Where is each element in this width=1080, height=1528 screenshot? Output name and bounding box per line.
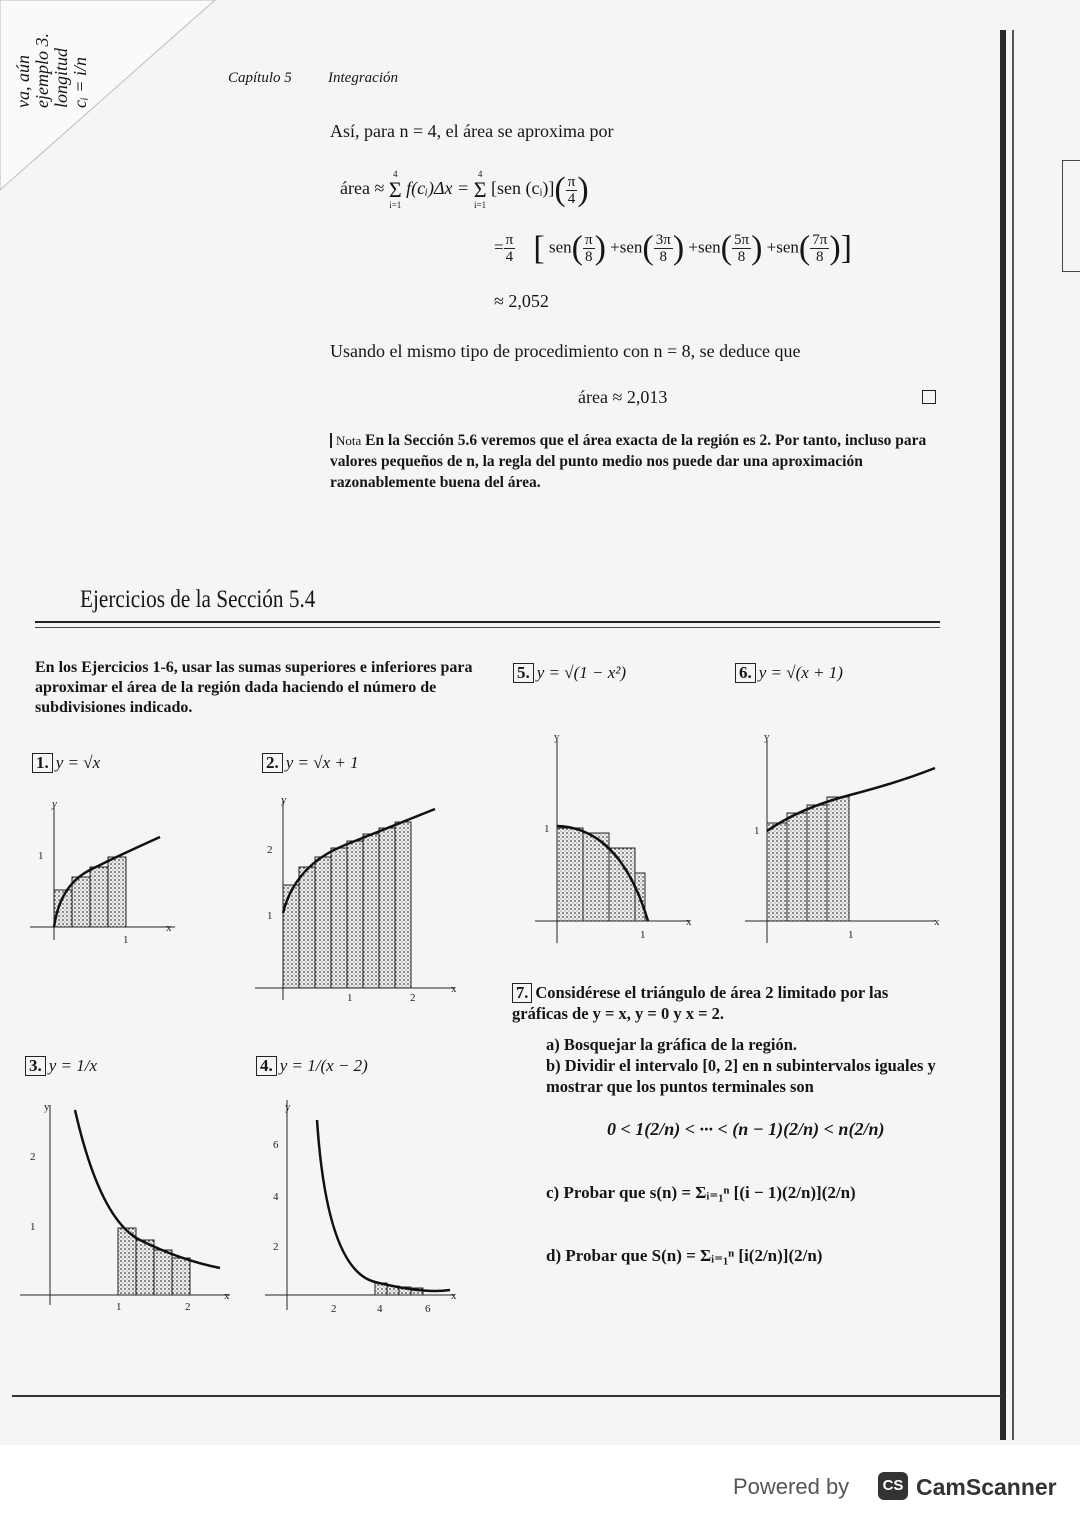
graph-label: y — [281, 795, 287, 806]
graph-label: 2 — [185, 1301, 191, 1310]
exercise-1-label: 1. y = √x — [32, 752, 100, 774]
graph-label: 2 — [267, 844, 273, 856]
chapter-title: Integración — [328, 70, 398, 86]
exercise-4-label: 4. y = 1/(x − 2) — [256, 1055, 368, 1077]
graph-label: 4 — [377, 1303, 383, 1315]
result-n8: área ≈ 2,013 — [578, 387, 668, 407]
graph-label: 1 — [754, 825, 760, 837]
graph-label: x — [934, 916, 940, 928]
exercise-3-label: 3. y = 1/x — [25, 1055, 97, 1077]
graph-label: x — [451, 983, 457, 995]
graph-label: x — [451, 1290, 457, 1302]
graph-label: 1 — [347, 992, 353, 1004]
graph-label: 1 — [267, 910, 273, 922]
graph-label: x — [224, 1290, 230, 1302]
camscanner-brand: CamScanner — [916, 1474, 1057, 1500]
graph-label: 1 — [544, 823, 550, 835]
graph-exercise-3 — [20, 1100, 240, 1310]
exercise-7d: d) Probar que S(n) = Σᵢ₌₁ⁿ [i(2/n)](2/n) — [546, 1246, 823, 1265]
graph-label: 1 — [640, 929, 646, 941]
binding-mark — [1062, 160, 1080, 272]
fold-line: cᵢ = i/n — [70, 57, 90, 108]
section-title: Ejercicios de la Sección 5.4 — [80, 586, 316, 613]
exercise-2-label: 2. y = √x + 1 — [262, 752, 359, 774]
note — [330, 430, 945, 493]
chapter-label: Capítulo 5 — [228, 70, 292, 86]
binding-edge-inner — [1012, 30, 1014, 1440]
intro-line: Así, para n = 4, el área se aproxima por — [330, 121, 614, 141]
sigma: 4 Σ i=1 — [388, 169, 402, 210]
section-rule — [35, 621, 940, 623]
expanded-formula: = $\frac{\pi}{4}$ [ sen( $\frac{\pi}{8}$ ) +sen( $\frac{3\pi}{8}$ ) +sen( $\frac{5\pi}{8}$ ) +sen( $\frac{7\pi}{8}$ )] — [494, 229, 852, 267]
end-of-proof-icon — [922, 390, 936, 404]
note-label: Nota — [330, 433, 361, 448]
exercise-7b-formula: 0 < 1(2/n) < ··· < (n − 1)(2/n) < n(2/n) — [607, 1119, 885, 1139]
corner-fold-text — [14, 0, 90, 108]
page-bottom-edge — [12, 1395, 1002, 1397]
graph-label: 2 — [273, 1241, 279, 1253]
instructions: En los Ejercicios 1-6, usar las sumas superiores e inferiores para aproximar el área de la región dada haciendo el número de subdivisiones indicado. — [35, 659, 473, 716]
graph-label: 1 — [30, 1221, 36, 1233]
graph-exercise-5 — [530, 728, 705, 948]
fraction: $\frac{\pi}{4}$ — [505, 232, 514, 265]
graph-label: 1 — [38, 850, 44, 862]
area-formula: área ≈ 4 Σ i=1 f(cᵢ)Δx = 4 Σ i=1 [sen (cᵢ)]( $\frac{\pi}{4}$ ) — [340, 169, 589, 210]
camscanner-logo-icon: CS — [878, 1472, 908, 1500]
exercise-7-text: Considérese el triángulo de área 2 limitado por las gráficas de y = x, y = 0 y x = 2. — [512, 983, 889, 1023]
exercise-7a: a) Bosquejar la gráfica de la región. — [546, 1035, 797, 1054]
exercise-5-label: 5. y = √(1 − x²) — [513, 662, 626, 684]
section-rule — [35, 627, 940, 628]
graph-exercise-4 — [265, 1100, 465, 1315]
graph-exercise-1 — [30, 795, 190, 945]
sigma: 4 Σ i=1 — [473, 169, 487, 210]
exercise-7 — [512, 982, 942, 1266]
graph-label: 1 — [116, 1301, 122, 1310]
graph-label: 2 — [30, 1151, 36, 1163]
fold-line: longitud — [51, 47, 71, 108]
exercise-7c: c) Probar que s(n) = Σᵢ₌₁ⁿ [(i − 1)(2/n)](2/n) — [546, 1183, 856, 1202]
graph-label: y — [554, 731, 560, 743]
graph-label: 4 — [273, 1191, 279, 1203]
graph-label: 1 — [848, 929, 854, 941]
area-label: área ≈ — [340, 178, 385, 199]
fold-line: va, aún — [13, 55, 33, 108]
graph-label: y — [44, 1101, 50, 1113]
sum-term: [sen (cᵢ)] — [491, 178, 555, 199]
sum-term: f(cᵢ)Δx = — [406, 178, 470, 199]
powered-by-text: Powered by — [733, 1474, 850, 1499]
graph-label: y — [285, 1101, 291, 1113]
graph-label: y — [52, 798, 57, 810]
graph-exercise-2 — [255, 795, 465, 1005]
graph-label: 1 — [123, 934, 129, 945]
fraction: $\frac{\pi}{4}$ — [567, 173, 576, 207]
exercise-6-label: 6. y = √(x + 1) — [735, 662, 843, 684]
note-text: En la Sección 5.6 veremos que el área exacta de la región es 2. Por tanto, incluso para valores pequeños de n, la regla del punto medio nos puede dar una aproximación razonablemente buena del área. — [330, 432, 927, 491]
graph-label: 6 — [425, 1303, 431, 1315]
graph-label: 6 — [273, 1139, 279, 1151]
graph-label: 2 — [331, 1303, 337, 1315]
binding-edge — [1000, 30, 1006, 1440]
intro-line-2: Usando el mismo tipo de procedimiento con n = 8, se deduce que — [330, 341, 801, 361]
graph-label: y — [764, 731, 770, 743]
exercise-7b: b) Dividir el intervalo [0, 2] en n subintervalos iguales y mostrar que los puntos terminales son — [546, 1056, 936, 1096]
graph-label: x — [686, 916, 692, 928]
result-n4: ≈ 2,052 — [494, 291, 549, 311]
graph-exercise-6 — [740, 728, 945, 948]
graph-label: x — [166, 922, 172, 934]
exercise-7-number: 7. — [512, 983, 532, 1003]
graph-label: 2 — [410, 992, 416, 1004]
fold-line: ejemplo 3. — [32, 33, 52, 108]
